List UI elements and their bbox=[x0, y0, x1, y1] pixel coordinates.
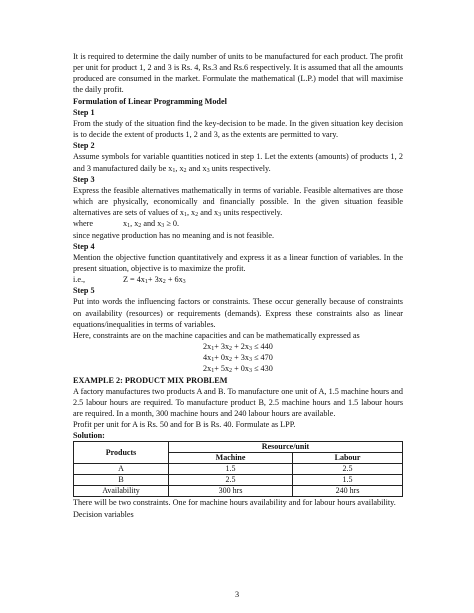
step4-heading: Step 4 bbox=[73, 241, 95, 251]
constraint-1: $2x_1+ 3x_2 + 2x_3 \le 440$ bbox=[203, 342, 273, 353]
step2-heading: Step 2 bbox=[73, 141, 95, 151]
decision-variables-label: Decision variables bbox=[73, 509, 134, 519]
resource-table bbox=[73, 441, 403, 497]
objective-line bbox=[73, 274, 403, 285]
table-cell-labour: 240 hrs bbox=[293, 486, 403, 497]
constraint-2: $4x_1+ 0x_2 + 3x_3 \le 470$ bbox=[203, 353, 273, 364]
table-cell-labour: 1.5 bbox=[293, 475, 403, 486]
table-header-resource: Resource/unit bbox=[169, 442, 403, 453]
table-header-machine: Machine bbox=[169, 453, 293, 464]
table-cell-machine: 1.5 bbox=[169, 464, 293, 475]
step5-text: Put into words the influencing factors or constraints. These occur generally because of constraints on availability (resources) or requirements (demands). Express these constraints also as linear equations/inequalities in terms of variables. bbox=[73, 297, 403, 329]
solution-heading: Solution: bbox=[73, 431, 105, 441]
constraint-3: $2x_1+ 5x_2 + 0x_3 \le 430$ bbox=[203, 364, 273, 375]
table-row bbox=[74, 475, 403, 486]
document-body bbox=[73, 51, 403, 520]
table-cell-product: B bbox=[74, 475, 169, 486]
table-header-products: Products bbox=[74, 442, 169, 464]
step2-text: Assume symbols for variable quantities noticed in step 1. Let the extents (amounts) of products 1, 2 and 3 manufactured daily be $x_1$, $x_2$ and $x_3$ units respectively. bbox=[73, 152, 403, 174]
after-table-text: There will be two constraints. One for machine hours availability and for labour hours availability. bbox=[73, 498, 396, 508]
step1-text: From the study of the situation find the key-decision to be made. In the given situation key decision is to decide the extent of products 1, 2 and 3, as the extents are permitted to vary. bbox=[73, 118, 403, 140]
formulation-heading: Formulation of Linear Programming Model bbox=[73, 96, 227, 106]
where-line bbox=[73, 218, 403, 229]
step3-text: Express the feasible alternatives mathematically in terms of variable. Feasible alternatives are those which are physically, economically and financially possible. In the given situation feasible alternatives are sets of values of $x_1$, $x_2$ and $x_3$ units respectively. bbox=[73, 185, 403, 219]
negative-note: since negative production has no meaning and is not feasible. bbox=[73, 230, 274, 240]
table-cell-machine: 300 hrs bbox=[169, 486, 293, 497]
step3-heading: Step 3 bbox=[73, 174, 95, 184]
intro-paragraph: It is required to determine the daily number of units to be manufactured for each product. The profit per unit for product 1, 2 and 3 is Rs. 4, Rs.3 and Rs.6 respectively. It is assumed that all the amounts produced are consumed in the market. Formulate the mathematical (L.P.) model that will maximise the daily profit. bbox=[73, 52, 403, 95]
table-header-labour: Labour bbox=[293, 453, 403, 464]
step4-text: Mention the objective function quantitatively and express it as a linear function of variables. In the present situation, objective is to maximize the profit. bbox=[73, 252, 403, 273]
table-cell-product: A bbox=[74, 464, 169, 475]
constraints-intro: Here, constraints are on the machine capacities and can be mathematically expressed as bbox=[73, 330, 360, 340]
table-cell-machine: 2.5 bbox=[169, 475, 293, 486]
step1-heading: Step 1 bbox=[73, 107, 95, 117]
page-number: 3 bbox=[234, 590, 240, 599]
table-row bbox=[74, 486, 403, 497]
step5-heading: Step 5 bbox=[73, 286, 95, 296]
example-heading: EXAMPLE 2: PRODUCT MIX PROBLEM bbox=[73, 375, 228, 385]
where-text: $x_1$, $x_2$ and $x_3 \ge 0$. bbox=[123, 219, 180, 230]
example-text: A factory manufactures two products A and B. To manufacture one unit of A, 1.5 machine hours and 2.5 labour hours are required. To manufacture product B, 2.5 machine hours and 1.5 labour hours are required. In a month, 300 machine hours and 240 labour hours are available. bbox=[73, 386, 403, 418]
table-cell-labour: 2.5 bbox=[293, 464, 403, 475]
table-cell-product: Availability bbox=[74, 486, 169, 497]
objective-function: $Z = 4x_1+ 3x_2 + 6x_3$ bbox=[123, 275, 186, 286]
ie-label: i.e., bbox=[73, 275, 86, 285]
table-row bbox=[74, 464, 403, 475]
where-label: where bbox=[73, 219, 94, 229]
profit-text: Profit per unit for A is Rs. 50 and for B is Rs. 40. Formulate as LPP. bbox=[73, 420, 296, 430]
